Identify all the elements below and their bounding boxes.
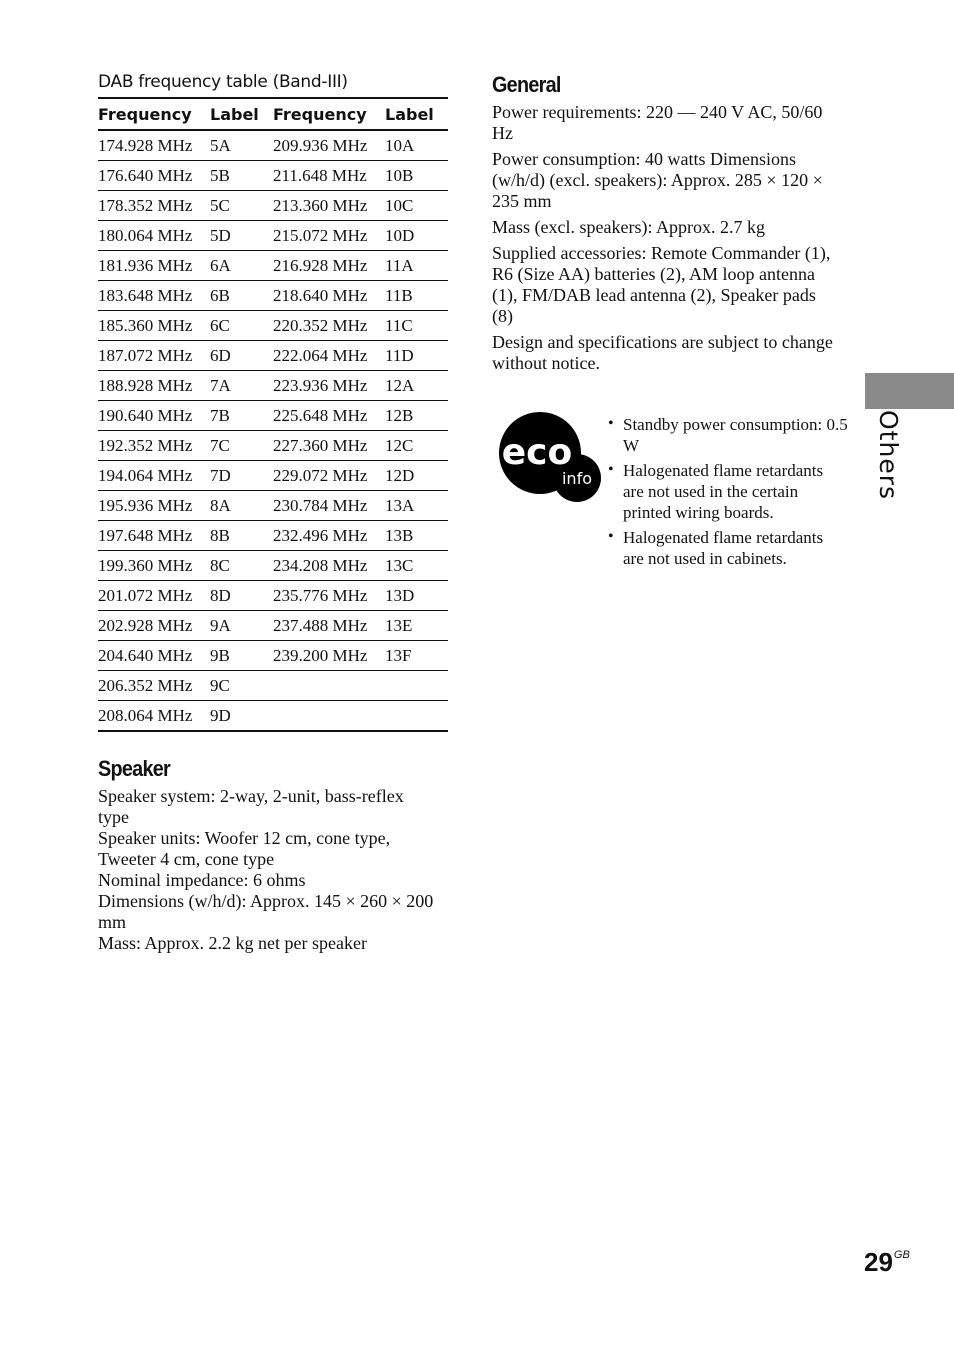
cell-label: 11A xyxy=(385,251,448,281)
cell-label: 12C xyxy=(385,431,448,461)
cell-label: 12A xyxy=(385,371,448,401)
side-tab-text: Others xyxy=(874,410,903,501)
speaker-spec-line: Mass: Approx. 2.2 kg net per speaker xyxy=(98,933,367,953)
cell-frequency: 209.936 MHz xyxy=(273,130,385,161)
cell-label: 11D xyxy=(385,341,448,371)
cell-frequency: 215.072 MHz xyxy=(273,221,385,251)
cell-label: 8A xyxy=(210,491,273,521)
page-number-suffix: GB xyxy=(893,1249,910,1261)
cell-frequency: 192.352 MHz xyxy=(98,431,210,461)
column-header-frequency: Frequency xyxy=(273,98,385,130)
eco-item-text: Halogenated flame retardants are not used in the certain printed wiring boards. xyxy=(623,461,824,522)
cell-frequency: 197.648 MHz xyxy=(98,521,210,551)
cell-frequency: 201.072 MHz xyxy=(98,581,210,611)
cell-frequency: 235.776 MHz xyxy=(273,581,385,611)
eco-logo-word: eco xyxy=(501,432,573,473)
cell-frequency: 225.648 MHz xyxy=(273,401,385,431)
eco-logo-sub: info xyxy=(561,469,593,488)
cell-label: 8B xyxy=(210,521,273,551)
cell-label: 13B xyxy=(385,521,448,551)
column-header-label: Label xyxy=(210,98,273,130)
table-row xyxy=(98,130,448,161)
cell-frequency: 211.648 MHz xyxy=(273,161,385,191)
cell-frequency: 183.648 MHz xyxy=(98,281,210,311)
table-row xyxy=(98,431,448,461)
table-row xyxy=(98,551,448,581)
table-row xyxy=(98,521,448,551)
cell-label: 6C xyxy=(210,311,273,341)
cell-frequency: 239.200 MHz xyxy=(273,641,385,671)
cell-label: 7C xyxy=(210,431,273,461)
cell-label: 10C xyxy=(385,191,448,221)
cell-label: 13E xyxy=(385,611,448,641)
cell-frequency: 213.360 MHz xyxy=(273,191,385,221)
cell-label xyxy=(385,701,448,732)
table-row xyxy=(98,641,448,671)
cell-frequency: 202.928 MHz xyxy=(98,611,210,641)
table-row xyxy=(98,251,448,281)
general-spec-paragraph: Supplied accessories: Remote Commander (1), R6 (Size AA) batteries (2), AM loop antenna (1), FM/DAB lead antenna (2), Speaker pads (8) xyxy=(492,243,831,326)
cell-frequency: 176.640 MHz xyxy=(98,161,210,191)
cell-frequency: 195.936 MHz xyxy=(98,491,210,521)
table-row xyxy=(98,461,448,491)
eco-info-list xyxy=(608,414,848,573)
cell-label xyxy=(385,671,448,701)
table-row xyxy=(98,401,448,431)
cell-label: 5A xyxy=(210,130,273,161)
cell-frequency: 237.488 MHz xyxy=(273,611,385,641)
cell-label: 6B xyxy=(210,281,273,311)
column-header-label: Label xyxy=(385,98,448,130)
cell-frequency: 229.072 MHz xyxy=(273,461,385,491)
cell-label: 10D xyxy=(385,221,448,251)
cell-label: 8D xyxy=(210,581,273,611)
cell-label: 9A xyxy=(210,611,273,641)
cell-label: 7D xyxy=(210,461,273,491)
cell-frequency: 180.064 MHz xyxy=(98,221,210,251)
cell-label: 13D xyxy=(385,581,448,611)
cell-label: 7B xyxy=(210,401,273,431)
table-row xyxy=(98,371,448,401)
cell-frequency: 206.352 MHz xyxy=(98,671,210,701)
cell-label: 12B xyxy=(385,401,448,431)
cell-frequency: 194.064 MHz xyxy=(98,461,210,491)
cell-frequency: 222.064 MHz xyxy=(273,341,385,371)
cell-frequency: 230.784 MHz xyxy=(273,491,385,521)
cell-frequency: 227.360 MHz xyxy=(273,431,385,461)
table-row xyxy=(98,671,448,701)
cell-label: 8C xyxy=(210,551,273,581)
cell-frequency: 204.640 MHz xyxy=(98,641,210,671)
cell-label: 9C xyxy=(210,671,273,701)
table-row xyxy=(98,581,448,611)
cell-frequency: 223.936 MHz xyxy=(273,371,385,401)
cell-label: 6D xyxy=(210,341,273,371)
general-spec-paragraph: Mass (excl. speakers): Approx. 2.7 kg xyxy=(492,217,765,237)
cell-frequency: 234.208 MHz xyxy=(273,551,385,581)
cell-frequency: 218.640 MHz xyxy=(273,281,385,311)
table-row xyxy=(98,191,448,221)
general-specs xyxy=(492,102,837,379)
cell-label: 12D xyxy=(385,461,448,491)
table-row xyxy=(98,491,448,521)
cell-frequency xyxy=(273,701,385,732)
speaker-spec-line: Speaker system: 2-way, 2-unit, bass-reflex type xyxy=(98,786,404,827)
speaker-section-title: Speaker xyxy=(98,756,171,781)
page-number-value: 29 xyxy=(864,1247,893,1277)
cell-frequency: 181.936 MHz xyxy=(98,251,210,281)
cell-frequency: 188.928 MHz xyxy=(98,371,210,401)
cell-label: 9D xyxy=(210,701,273,732)
bullet-icon: • xyxy=(608,415,614,432)
side-tab-label xyxy=(874,410,914,500)
general-spec-paragraph: Power requirements: 220 — 240 V AC, 50/60 Hz xyxy=(492,102,823,143)
cell-frequency: 232.496 MHz xyxy=(273,521,385,551)
bullet-icon: • xyxy=(608,461,614,478)
cell-frequency: 199.360 MHz xyxy=(98,551,210,581)
cell-label: 11C xyxy=(385,311,448,341)
cell-frequency: 178.352 MHz xyxy=(98,191,210,221)
general-spec-paragraph: Power consumption: 40 watts Dimensions (w/h/d) (excl. speakers): Approx. 285 × 120 × 235 mm xyxy=(492,149,823,211)
column-header-frequency: Frequency xyxy=(98,98,210,130)
table-body xyxy=(98,130,448,731)
page-number xyxy=(864,1247,910,1278)
cell-label: 11B xyxy=(385,281,448,311)
table-row xyxy=(98,161,448,191)
table-row xyxy=(98,221,448,251)
eco-item-text: Halogenated flame retardants are not used in cabinets. xyxy=(623,528,824,568)
cell-frequency: 190.640 MHz xyxy=(98,401,210,431)
cell-frequency: 185.360 MHz xyxy=(98,311,210,341)
table-row xyxy=(98,611,448,641)
general-spec-paragraph: Design and specifications are subject to change without notice. xyxy=(492,332,833,373)
table-row xyxy=(98,701,448,732)
table-header-row xyxy=(98,98,448,130)
eco-item-text: Standby power consumption: 0.5 W xyxy=(623,415,848,455)
eco-info-logo-icon xyxy=(497,412,601,504)
speaker-spec-line: Speaker units: Woofer 12 cm, cone type, Tweeter 4 cm, cone type xyxy=(98,828,391,869)
cell-label: 13F xyxy=(385,641,448,671)
general-section-title: General xyxy=(492,72,561,97)
cell-label: 9B xyxy=(210,641,273,671)
cell-label: 5D xyxy=(210,221,273,251)
cell-frequency xyxy=(273,671,385,701)
section-side-tab xyxy=(865,373,954,409)
cell-label: 10A xyxy=(385,130,448,161)
cell-label: 13C xyxy=(385,551,448,581)
list-item xyxy=(608,414,848,456)
speaker-specs xyxy=(98,786,438,954)
cell-label: 6A xyxy=(210,251,273,281)
bullet-icon: • xyxy=(608,528,614,545)
cell-frequency: 174.928 MHz xyxy=(98,130,210,161)
cell-label: 13A xyxy=(385,491,448,521)
table-row xyxy=(98,341,448,371)
cell-frequency: 208.064 MHz xyxy=(98,701,210,732)
table-row xyxy=(98,311,448,341)
list-item xyxy=(608,527,848,569)
list-item xyxy=(608,460,848,523)
cell-frequency: 187.072 MHz xyxy=(98,341,210,371)
cell-label: 5B xyxy=(210,161,273,191)
cell-label: 5C xyxy=(210,191,273,221)
cell-frequency: 220.352 MHz xyxy=(273,311,385,341)
cell-label: 7A xyxy=(210,371,273,401)
speaker-spec-line: Dimensions (w/h/d): Approx. 145 × 260 × 200 mm xyxy=(98,891,434,932)
cell-label: 10B xyxy=(385,161,448,191)
table-row xyxy=(98,281,448,311)
cell-frequency: 216.928 MHz xyxy=(273,251,385,281)
dab-table-caption: DAB frequency table (Band-III) xyxy=(98,72,348,92)
speaker-spec-line: Nominal impedance: 6 ohms xyxy=(98,870,306,890)
dab-frequency-table xyxy=(98,97,448,732)
